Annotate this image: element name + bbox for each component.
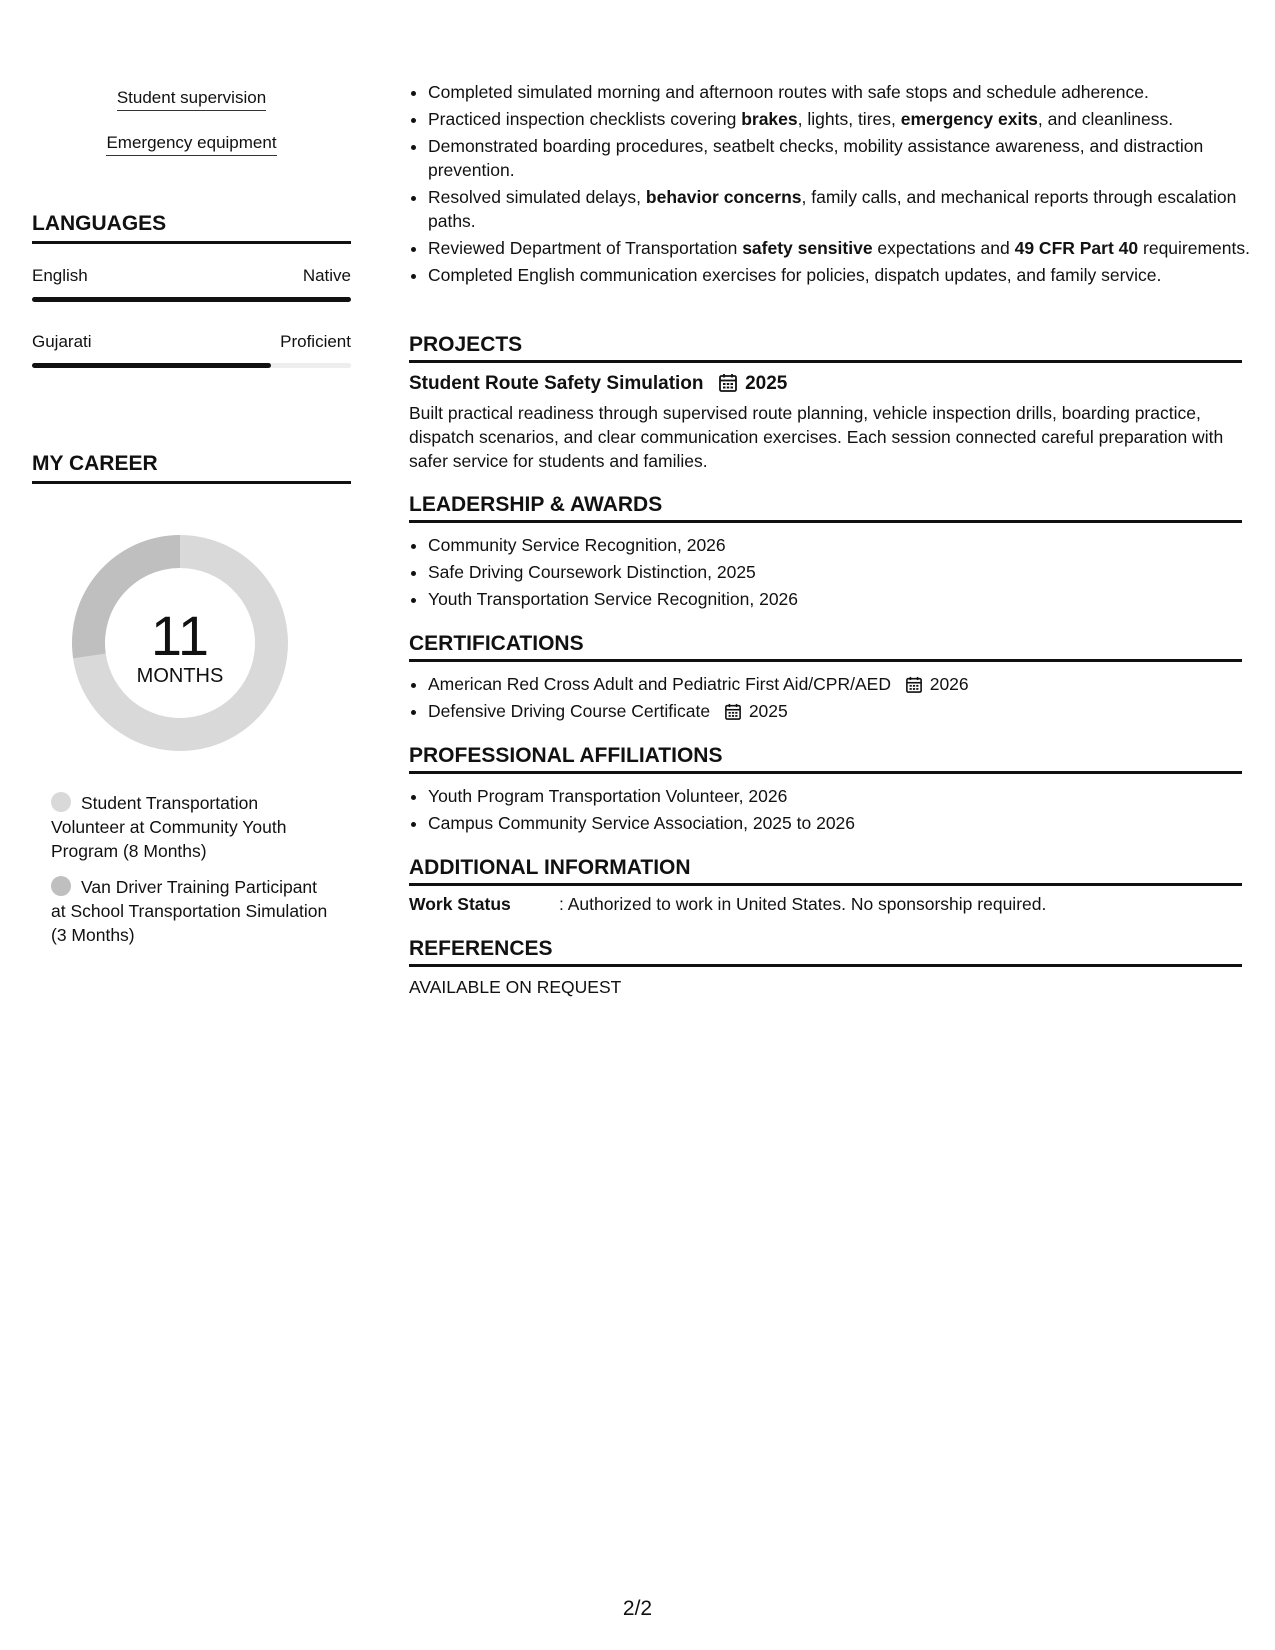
certification-year: 2026 xyxy=(929,674,969,694)
skill-label: Student supervision xyxy=(117,88,266,111)
experience-bullet xyxy=(428,185,1261,233)
list-item xyxy=(428,672,1242,696)
certifications-list xyxy=(409,672,1242,723)
calendar-icon xyxy=(725,703,741,720)
bullet-emphasis: safety sensitive xyxy=(742,238,873,258)
references-heading: REFERENCES xyxy=(409,937,1242,967)
bullet-text: Demonstrated boarding procedures, seatbelt checks, mobility assistance awareness, and distraction prevention. xyxy=(428,136,1204,180)
languages-heading: LANGUAGES xyxy=(32,212,351,244)
bullet-text: , family calls, and mechanical reports through escalation paths. xyxy=(428,187,1237,231)
language-proficiency-fill xyxy=(32,297,351,302)
bullet-emphasis: behavior concerns xyxy=(645,187,802,207)
experience-bullet xyxy=(428,134,1261,182)
additional-info-heading: ADDITIONAL INFORMATION xyxy=(409,856,1242,886)
list-item: • Youth Program Transportation Volunteer, 2026 xyxy=(428,784,1242,808)
list-item: • Youth Transportation Service Recognition, 2026 xyxy=(428,587,1242,611)
language-proficiency-bar xyxy=(32,363,351,368)
references-text: AVAILABLE ON REQUEST xyxy=(409,977,622,997)
experience-bullet-list xyxy=(409,80,1261,290)
list-item: • Campus Community Service Association, 2025 to 2026 xyxy=(428,811,1242,835)
career-entry-text: Student Transportation Volunteer at Community Youth Program (8 Months) xyxy=(51,793,287,861)
skill-item[interactable] xyxy=(32,88,351,111)
additional-info-section xyxy=(409,856,1242,915)
work-status-row xyxy=(409,894,1242,915)
languages-section xyxy=(32,212,351,368)
bullet-text: Completed English communication exercises for policies, dispatch updates, and family service. xyxy=(428,265,1162,285)
certification-name: American Red Cross Adult and Pediatric First Aid/CPR/AED xyxy=(428,674,891,694)
leadership-list xyxy=(409,533,1242,611)
calendar-icon xyxy=(719,373,737,392)
work-status-label: Work Status xyxy=(409,894,511,914)
legend-dot-icon xyxy=(51,792,71,812)
calendar-icon xyxy=(906,676,922,693)
career-total-unit: MONTHS xyxy=(136,665,224,687)
language-name: English xyxy=(32,266,88,285)
bullet-text: , and cleanliness. xyxy=(1037,109,1174,129)
language-name: Gujarati xyxy=(32,332,92,351)
bullet-emphasis: emergency exits xyxy=(900,109,1038,129)
career-entry xyxy=(32,791,332,863)
certifications-section xyxy=(409,632,1242,726)
bullet-emphasis: 49 CFR Part 40 xyxy=(1014,238,1139,258)
bullet-emphasis: brakes xyxy=(741,109,798,129)
list-item: • Safe Driving Coursework Distinction, 2025 xyxy=(428,560,1242,584)
career-donut-chart xyxy=(67,530,293,756)
experience-bullet xyxy=(428,236,1261,260)
bullet-text: Practiced inspection checklists covering xyxy=(428,109,742,129)
project-name: Student Route Safety Simulation xyxy=(409,373,704,394)
experience-bullet xyxy=(428,107,1261,131)
bullet-text: Resolved simulated delays, xyxy=(428,187,646,207)
affiliations-section xyxy=(409,744,1242,838)
project-title-row xyxy=(409,371,1242,397)
career-section xyxy=(32,452,351,484)
projects-heading: PROJECTS xyxy=(409,333,1242,363)
language-level: Proficient xyxy=(280,332,351,351)
projects-section xyxy=(409,333,1242,473)
skill-label: Emergency equipment xyxy=(106,133,276,156)
affiliations-heading: PROFESSIONAL AFFILIATIONS xyxy=(409,744,1242,774)
bullet-text: , lights, tires, xyxy=(797,109,901,129)
certification-name: Defensive Driving Course Certificate xyxy=(428,701,711,721)
list-item: • Community Service Recognition, 2026 xyxy=(428,533,1242,557)
work-status-value: : Authorized to work in United States. No sponsorship required. xyxy=(559,894,1047,914)
list-item xyxy=(428,699,1242,723)
language-level: Native xyxy=(302,266,351,285)
experience-bullet xyxy=(428,80,1261,104)
skill-item[interactable] xyxy=(32,133,351,156)
career-heading: MY CAREER xyxy=(32,452,351,484)
legend-dot-icon xyxy=(51,876,71,896)
language-item xyxy=(32,266,351,302)
project-year: 2025 xyxy=(745,373,788,394)
bullet-text: requirements. xyxy=(1138,238,1250,258)
references-section xyxy=(409,937,1242,998)
language-proficiency-bar xyxy=(32,297,351,302)
language-item xyxy=(32,332,351,368)
affiliations-list xyxy=(409,784,1242,835)
career-total-number: 11 xyxy=(150,604,210,667)
certifications-heading: CERTIFICATIONS xyxy=(409,632,1242,662)
experience-bullet xyxy=(428,263,1261,287)
leadership-section xyxy=(409,493,1242,614)
leadership-heading: LEADERSHIP & AWARDS xyxy=(409,493,1242,523)
career-entry-text: Van Driver Training Participant at School Transportation Simulation (3 Months) xyxy=(51,877,328,945)
certification-year: 2025 xyxy=(748,701,788,721)
bullet-text: Reviewed Department of Transportation xyxy=(428,238,743,258)
bullet-text: Completed simulated morning and afternoon routes with safe stops and schedule adherence. xyxy=(428,82,1149,102)
career-legend xyxy=(32,791,332,947)
language-proficiency-fill xyxy=(32,363,271,368)
bullet-text: expectations and xyxy=(872,238,1015,258)
project-description: Built practical readiness through supervised route planning, vehicle inspection drills, boarding practice, dispatch scenarios, and clear communication exercises. Each session connected careful preparation with safer service for students and families. xyxy=(409,403,1224,471)
career-entry xyxy=(32,875,332,947)
page-number: 2/2 xyxy=(622,1597,653,1620)
